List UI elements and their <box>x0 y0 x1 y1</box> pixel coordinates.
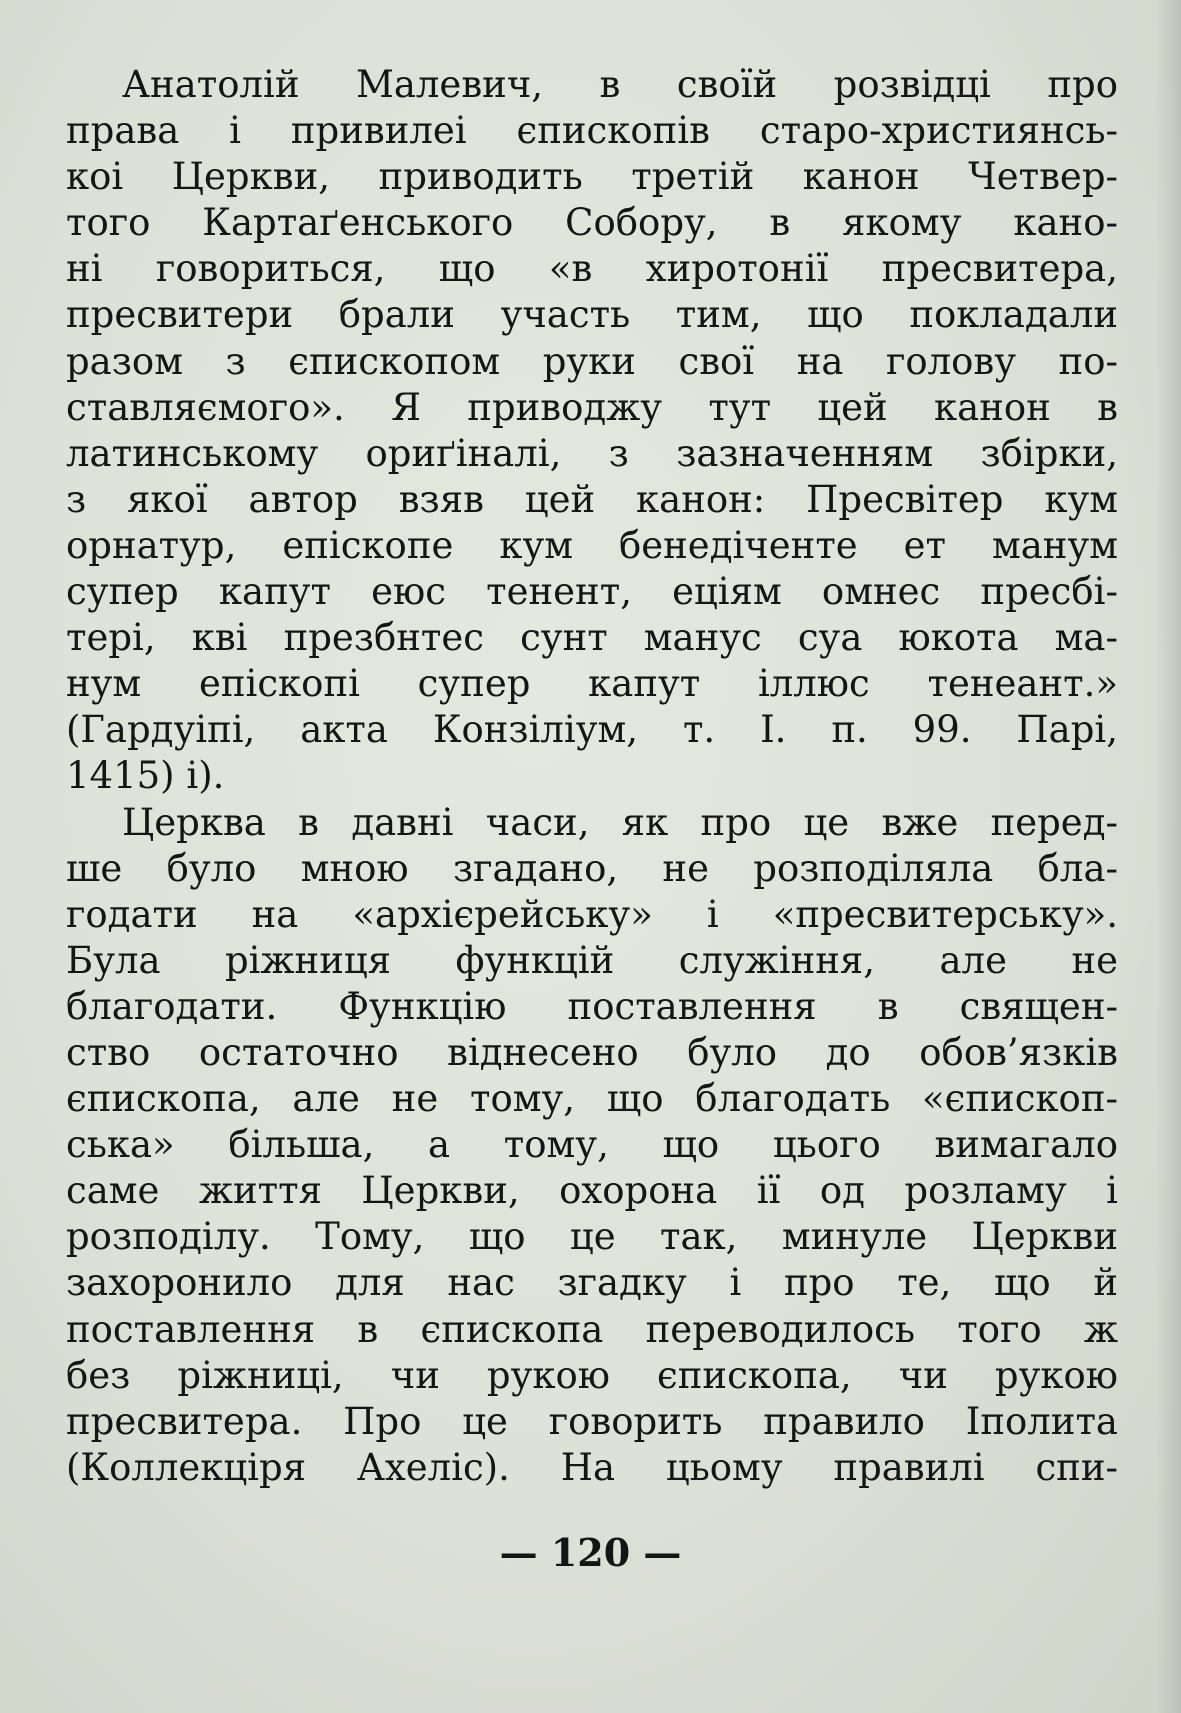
text-line: ні говориться, що «в хиротонії пресвитера, <box>66 247 1118 291</box>
page-number: — 120 — <box>499 1530 682 1575</box>
text-line: нум епіскопі супер капут іллюс тенеант.» <box>66 662 1118 706</box>
text-line: (Гардуіпі, акта Конзіліум, т. І. п. 99. Парі, <box>66 708 1118 752</box>
text-line: латинському ориґіналі, з зазначенням збірки, <box>66 431 1118 475</box>
paragraph <box>66 62 1118 800</box>
text-line: без ріжниці, чи рукою єпископа, чи рукою <box>66 1353 1118 1397</box>
text-line: тері, кві презбнтес сунт манус суа юкота ма- <box>66 616 1118 660</box>
text-line: розподілу. Тому, що це так, минуле Церкви <box>66 1215 1118 1259</box>
text-line: саме життя Церкви, охорона ії од розламу і <box>66 1169 1118 1213</box>
text-line: коі Церкви, приводить третій канон Четвер- <box>66 155 1118 199</box>
text-line: пресвитери брали участь тим, що покладали <box>66 293 1118 337</box>
text-line: благодати. Функцію поставлення в священ- <box>66 984 1118 1028</box>
text-line: пресвитера. Про це говорить правило Іполита <box>66 1399 1118 1443</box>
text-line: разом з єпископом руки свої на голову по- <box>66 339 1118 383</box>
text-line: годати на «архієрейську» і «пресвитерську». <box>66 892 1118 936</box>
text-line: з якої автор взяв цей канон: Пресвітер кум <box>66 477 1118 521</box>
text-line: права і привилеі єпископів старо-християнсь- <box>66 109 1118 153</box>
text-line: ство остаточно віднесено було до обов’язків <box>66 1030 1118 1074</box>
page-edge-shadow <box>1155 0 1181 1713</box>
body-text <box>66 62 1118 1491</box>
text-line: супер капут еюс тенент, еціям омнес пресбі- <box>66 570 1118 614</box>
text-line: ська» більша, а тому, що цього вимагало <box>66 1123 1118 1167</box>
text-line: Анатолій Малевич, в своїй розвідці про <box>122 63 1118 106</box>
paragraph <box>66 800 1118 1491</box>
text-line: захоронило для нас згадку і про те, що й <box>66 1261 1118 1305</box>
text-line: єпископа, але не тому, що благодать «єпископ- <box>66 1077 1118 1121</box>
text-line: ше було мною згадано, не розподіляла бла- <box>66 846 1118 890</box>
text-line: Церква в давні часи, як про це вже перед- <box>122 800 1118 844</box>
text-line: (Коллекціря Ахеліс). На цьому правилі спи- <box>66 1445 1118 1489</box>
text-line: орнатур, епіскопе кум бенедіченте ет манум <box>66 523 1118 567</box>
text-line: Була ріжниця функцій служіння, але не <box>66 938 1118 982</box>
text-line: поставлення в єпископа переводилось того ж <box>66 1307 1118 1351</box>
text-line: 1415) і). <box>66 754 225 798</box>
text-line: того Картаґенського Собору, в якому кано- <box>66 201 1118 245</box>
text-line: ставляємого». Я приводжу тут цей канон в <box>66 385 1118 429</box>
